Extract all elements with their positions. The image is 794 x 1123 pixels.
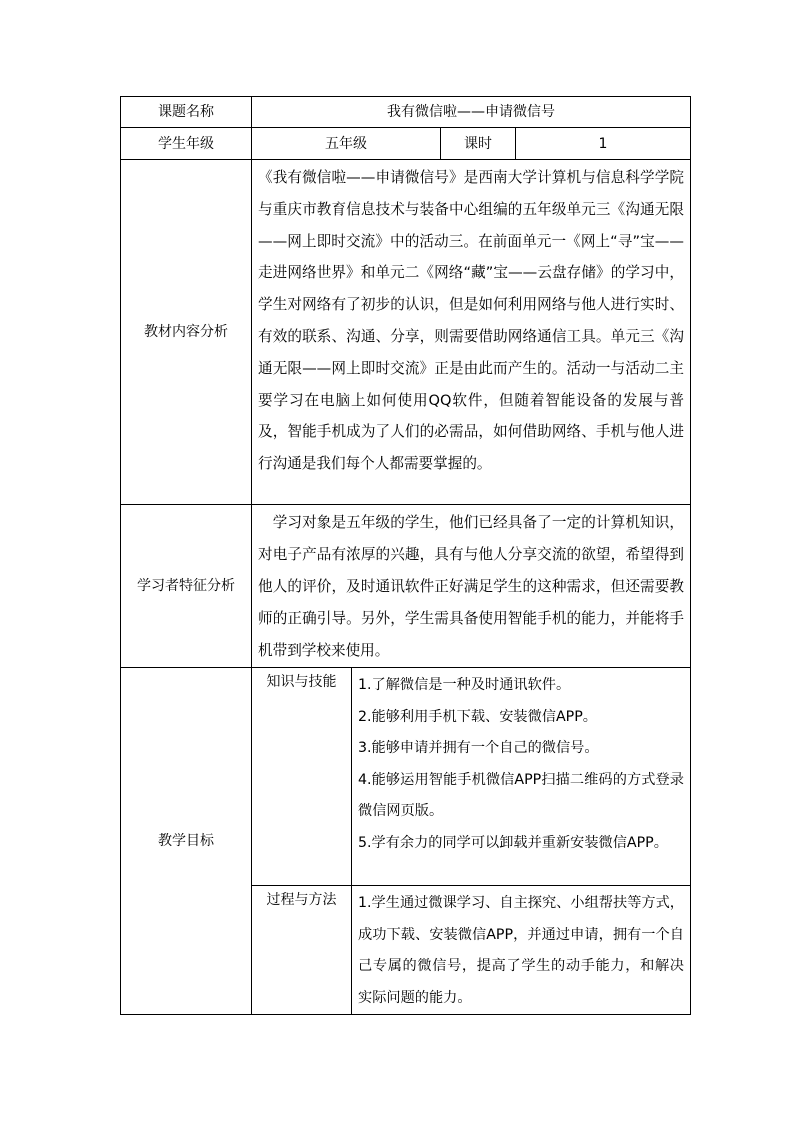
list-item: 5.学有余力的同学可以卸载并重新安装微信APP。 <box>358 834 668 851</box>
content-analysis-text: 《我有微信啦——申请微信号》是西南大学计算机与信息科学学院与重庆市教育信息技术与装备中心组编的五年级单元三《沟通无限——网上即时交流》中的活动三。在前面单元一《网上“寻”宝——走进网络世界》和单元二《网络“藏”宝——云盘存储》的学习中，学生对网络有了初步的认识，但是如何利用网络与他人进行实时、有效的联系、沟通、分享，则需要借助网络通信工具。单元三《沟通无限——网上即时交流》正是由此而产生的。活动一与活动二主要学习在电脑上如何使用QQ软件，但随着智能设备的发展与普及，智能手机成为了人们的必需品，如何借助网络、手机与他人进行沟通是我们每个人都需要掌握的。 <box>252 160 691 505</box>
content-analysis-label: 教材内容分析 <box>121 160 252 505</box>
process-items <box>352 886 691 1015</box>
period-value: 1 <box>516 128 691 160</box>
title-label: 课题名称 <box>121 97 252 128</box>
list-item: 2.能够利用手机下载、安装微信APP。 <box>358 708 597 725</box>
row-content-analysis <box>121 160 691 505</box>
row-grade <box>121 128 691 160</box>
knowledge-items <box>352 668 691 886</box>
process-label: 过程与方法 <box>252 886 352 1015</box>
knowledge-label: 知识与技能 <box>252 668 352 886</box>
grade-label: 学生年级 <box>121 128 252 160</box>
title-value: 我有微信啦——申请微信号 <box>252 97 691 128</box>
goals-label: 教学目标 <box>121 668 252 1015</box>
list-item: 3.能够申请并拥有一个自己的微信号。 <box>358 740 599 756</box>
row-title <box>121 97 691 128</box>
list-item: 4.能够运用智能手机微信APP扫描二维码的方式登录微信网页版。 <box>358 771 684 819</box>
list-item: 1.了解微信是一种及时通讯软件。 <box>358 677 571 693</box>
learner-analysis-text: 学习对象是五年级的学生，他们已经具备了一定的计算机知识，对电子产品有浓厚的兴趣，具有与他人分享交流的欲望，希望得到他人的评价，及时通讯软件正好满足学生的这种需求，但还需要教师的正确引导。另外，学生需具备使用智能手机的能力，并能将手机带到学校来使用。 <box>252 505 691 668</box>
row-goals-knowledge <box>121 668 691 886</box>
period-label: 课时 <box>441 128 516 160</box>
learner-analysis-label: 学习者特征分析 <box>121 505 252 668</box>
grade-value: 五年级 <box>252 128 441 160</box>
list-item: 1.学生通过微课学习、自主探究、小组帮扶等方式，成功下载、安装微信APP，并通过申请，拥有一个自己专属的微信号，提高了学生的动手能力，和解决实际问题的能力。 <box>358 895 684 1006</box>
lesson-plan-table <box>120 96 691 1015</box>
row-learner-analysis <box>121 505 691 668</box>
